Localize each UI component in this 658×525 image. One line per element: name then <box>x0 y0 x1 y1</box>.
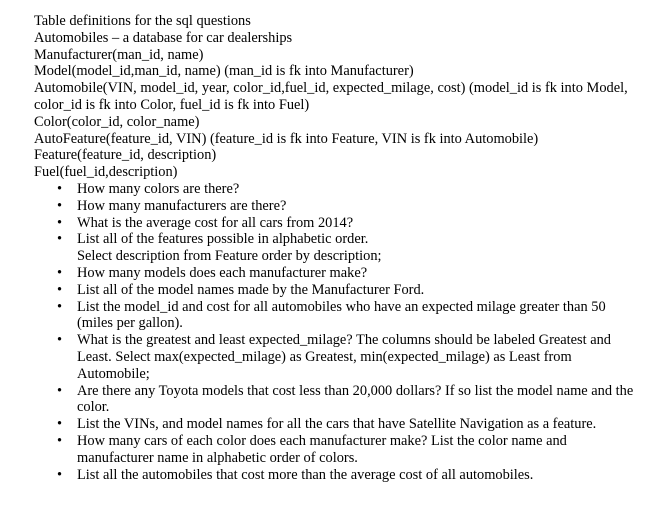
table-def-fuel: Fuel(fuel_id,description) <box>34 164 178 181</box>
doc-heading: Table definitions for the sql questions <box>34 13 251 29</box>
list-item <box>34 231 634 265</box>
question-text: How many colors are there? <box>77 180 240 197</box>
bullet-icon: • <box>57 231 63 248</box>
list-item <box>34 215 634 232</box>
bullet-icon: • <box>57 214 63 231</box>
question-text: List all the automobiles that cost more than the average cost of all automobiles. <box>77 466 534 483</box>
table-def-color: Color(color_id, color_name) <box>34 113 200 130</box>
table-def-autofeature: AutoFeature(feature_id, VIN) (feature_id is fk into Feature, VIN is fk into Automobile) <box>34 130 539 147</box>
question-text: How many manufacturers are there? <box>77 197 287 214</box>
table-def-automobile: Automobile(VIN, model_id, year, color_id,fuel_id, expected_milage, cost) (model_id is fk into Model, color_id is fk into Color, fuel_id is fk into Fuel) <box>34 80 628 113</box>
question-text: What is the average cost for all cars from 2014? <box>77 214 354 231</box>
list-item <box>34 332 634 382</box>
list-item <box>34 265 634 282</box>
question-text: How many models does each manufacturer make? <box>77 264 368 281</box>
bullet-icon: • <box>57 332 63 349</box>
bullet-icon: • <box>57 432 63 449</box>
bullet-icon: • <box>57 466 63 483</box>
table-def-manufacturer: Manufacturer(man_id, name) <box>34 46 204 63</box>
list-item <box>34 282 634 299</box>
question-text: List all of the model names made by the Manufacturer Ford. <box>77 281 425 298</box>
question-text: List the model_id and cost for all automobiles who have an expected milage greater than 50 (miles per gallon). <box>77 298 606 332</box>
document-body <box>34 13 634 483</box>
question-text: List all of the features possible in alphabetic order. Select description from Feature order by description; <box>77 231 382 265</box>
table-def-model: Model(model_id,man_id, name) (man_id is fk into Manufacturer) <box>34 63 414 80</box>
bullet-icon: • <box>57 197 63 214</box>
database-description: Automobiles – a database for car dealerships <box>34 29 293 46</box>
table-def-feature: Feature(feature_id, description) <box>34 147 217 164</box>
list-item <box>34 383 634 417</box>
question-list <box>34 181 634 483</box>
bullet-icon: • <box>57 382 63 399</box>
list-item <box>34 181 634 198</box>
question-text: How many cars of each color does each manufacturer make? List the color name and manufacturer name in alphabetic order of colors. <box>77 432 567 466</box>
list-item <box>34 467 634 484</box>
bullet-icon: • <box>57 180 63 197</box>
question-text: What is the greatest and least expected_milage? The columns should be labeled Greatest and Least. Select max(expected_milage) as Greatest, min(expected_milage) as Least from Automobile; <box>77 332 611 382</box>
bullet-icon: • <box>57 298 63 315</box>
bullet-icon: • <box>57 416 63 433</box>
table-definitions <box>34 13 634 181</box>
list-item <box>34 198 634 215</box>
question-text: Are there any Toyota models that cost less than 20,000 dollars? If so list the model name and the color. <box>77 382 634 416</box>
bullet-icon: • <box>57 281 63 298</box>
bullet-icon: • <box>57 264 63 281</box>
question-text: List the VINs, and model names for all the cars that have Satellite Navigation as a feature. <box>77 416 597 433</box>
list-item <box>34 299 634 333</box>
list-item <box>34 433 634 467</box>
list-item <box>34 416 634 433</box>
